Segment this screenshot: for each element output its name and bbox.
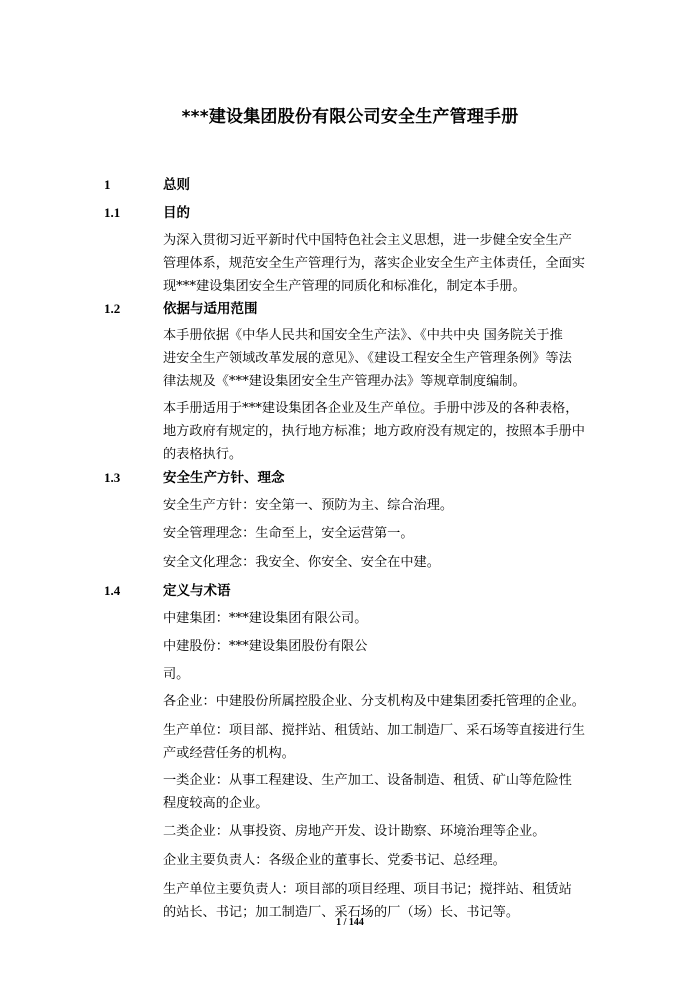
paragraph-line: 企业主要负责人：各级企业的董事长、党委书记、总经理。	[163, 853, 506, 868]
paragraph-line: 本手册适用于***建设集团各企业及生产单位。手册中涉及的各种表格，	[163, 401, 579, 416]
paragraph-line: 现***建设集团安全生产管理的同质化和标准化，制定本手册。	[163, 279, 526, 294]
paragraph-line: 生产单位：项目部、搅拌站、租赁站、加工制造厂、采石场等直接进行生	[163, 723, 585, 738]
paragraph-line: 程度较高的企业。	[163, 796, 269, 811]
paragraph-line: 安全生产方针：安全第一、预防为主、综合治理。	[163, 498, 454, 513]
section-number: 1	[104, 177, 111, 192]
paragraph-line: 产或经营任务的机构。	[163, 746, 295, 761]
section-heading-1-3	[0, 467, 700, 489]
section-heading-1-4	[0, 580, 700, 602]
section-number: 1.1	[104, 205, 121, 220]
paragraph-line: 进安全生产领域改革发展的意见》、《建设工程安全生产管理条例》等法	[163, 351, 572, 366]
paragraph-line: 二类企业：从事投资、房地产开发、设计勘察、环境治理等企业。	[163, 824, 546, 839]
section-title: 依据与适用范围	[163, 301, 258, 317]
definition-class-one	[163, 769, 611, 815]
page-number: 1 / 144	[336, 917, 364, 928]
paragraph-line: 为深入贯彻习近平新时代中国特色社会主义思想，进一步健全安全生产	[163, 233, 572, 248]
section-title: 安全生产方针、理念	[163, 470, 285, 486]
paragraph-line: 各企业：中建股份所属控股企业、分支机构及中建集团委托管理的企业。	[163, 694, 585, 709]
section-number: 1.4	[104, 583, 121, 598]
paragraph-line: 司。	[163, 667, 190, 682]
paragraph-line: 的表格执行。	[163, 447, 243, 462]
paragraph-management-concept	[163, 522, 611, 545]
paragraph-line: 一类企业：从事工程建设、生产加工、设备制造、租赁、矿山等危险性	[163, 773, 572, 788]
paragraph-line: 本手册依据《中华人民共和国安全生产法》、《中共中央 国务院关于推	[163, 328, 563, 343]
definition-shares-continued	[163, 663, 611, 686]
paragraph-line: 地方政府有规定的，执行地方标准；地方政府没有规定的，按照本手册中	[163, 424, 585, 439]
paragraph-line: 管理体系，规范安全生产管理行为，落实企业安全生产主体责任，全面实	[163, 256, 585, 271]
document-title: ***建设集团股份有限公司安全生产管理手册	[181, 107, 519, 127]
paragraph-basis	[163, 324, 611, 393]
section-title: 定义与术语	[163, 583, 231, 599]
section-title: 目的	[163, 205, 190, 221]
definition-shares	[163, 635, 611, 658]
paragraph-purpose	[163, 229, 611, 298]
section-heading-1-1	[0, 202, 700, 224]
section-number: 1.2	[104, 301, 121, 316]
definition-enterprise-leader	[163, 849, 611, 872]
paragraph-line: 律法规及《***建设集团安全生产管理办法》等规章制度编制。	[163, 374, 526, 389]
paragraph-line: 安全文化理念：我安全、你安全、安全在中建。	[163, 555, 440, 570]
section-heading-1	[0, 174, 700, 196]
section-heading-1-2	[0, 298, 700, 320]
paragraph-line: 中建集团：***建设集团有限公司。	[163, 611, 368, 626]
definition-enterprises	[163, 690, 611, 713]
paragraph-scope	[163, 397, 611, 466]
paragraph-line: 的站长、书记；加工制造厂、采石场的厂（场）长、书记等。	[163, 905, 520, 920]
paragraph-culture-concept	[163, 551, 611, 574]
definition-group	[163, 607, 611, 630]
paragraph-line: 生产单位主要负责人：项目部的项目经理、项目书记；搅拌站、租赁站	[163, 882, 572, 897]
section-title: 总则	[163, 177, 190, 193]
paragraph-line: 安全管理理念：生命至上，安全运营第一。	[163, 526, 414, 541]
paragraph-policy	[163, 494, 611, 517]
definition-production-unit	[163, 719, 611, 765]
definition-class-two	[163, 820, 611, 843]
paragraph-line: 中建股份：***建设集团股份有限公	[163, 639, 368, 654]
section-number: 1.3	[104, 470, 121, 485]
